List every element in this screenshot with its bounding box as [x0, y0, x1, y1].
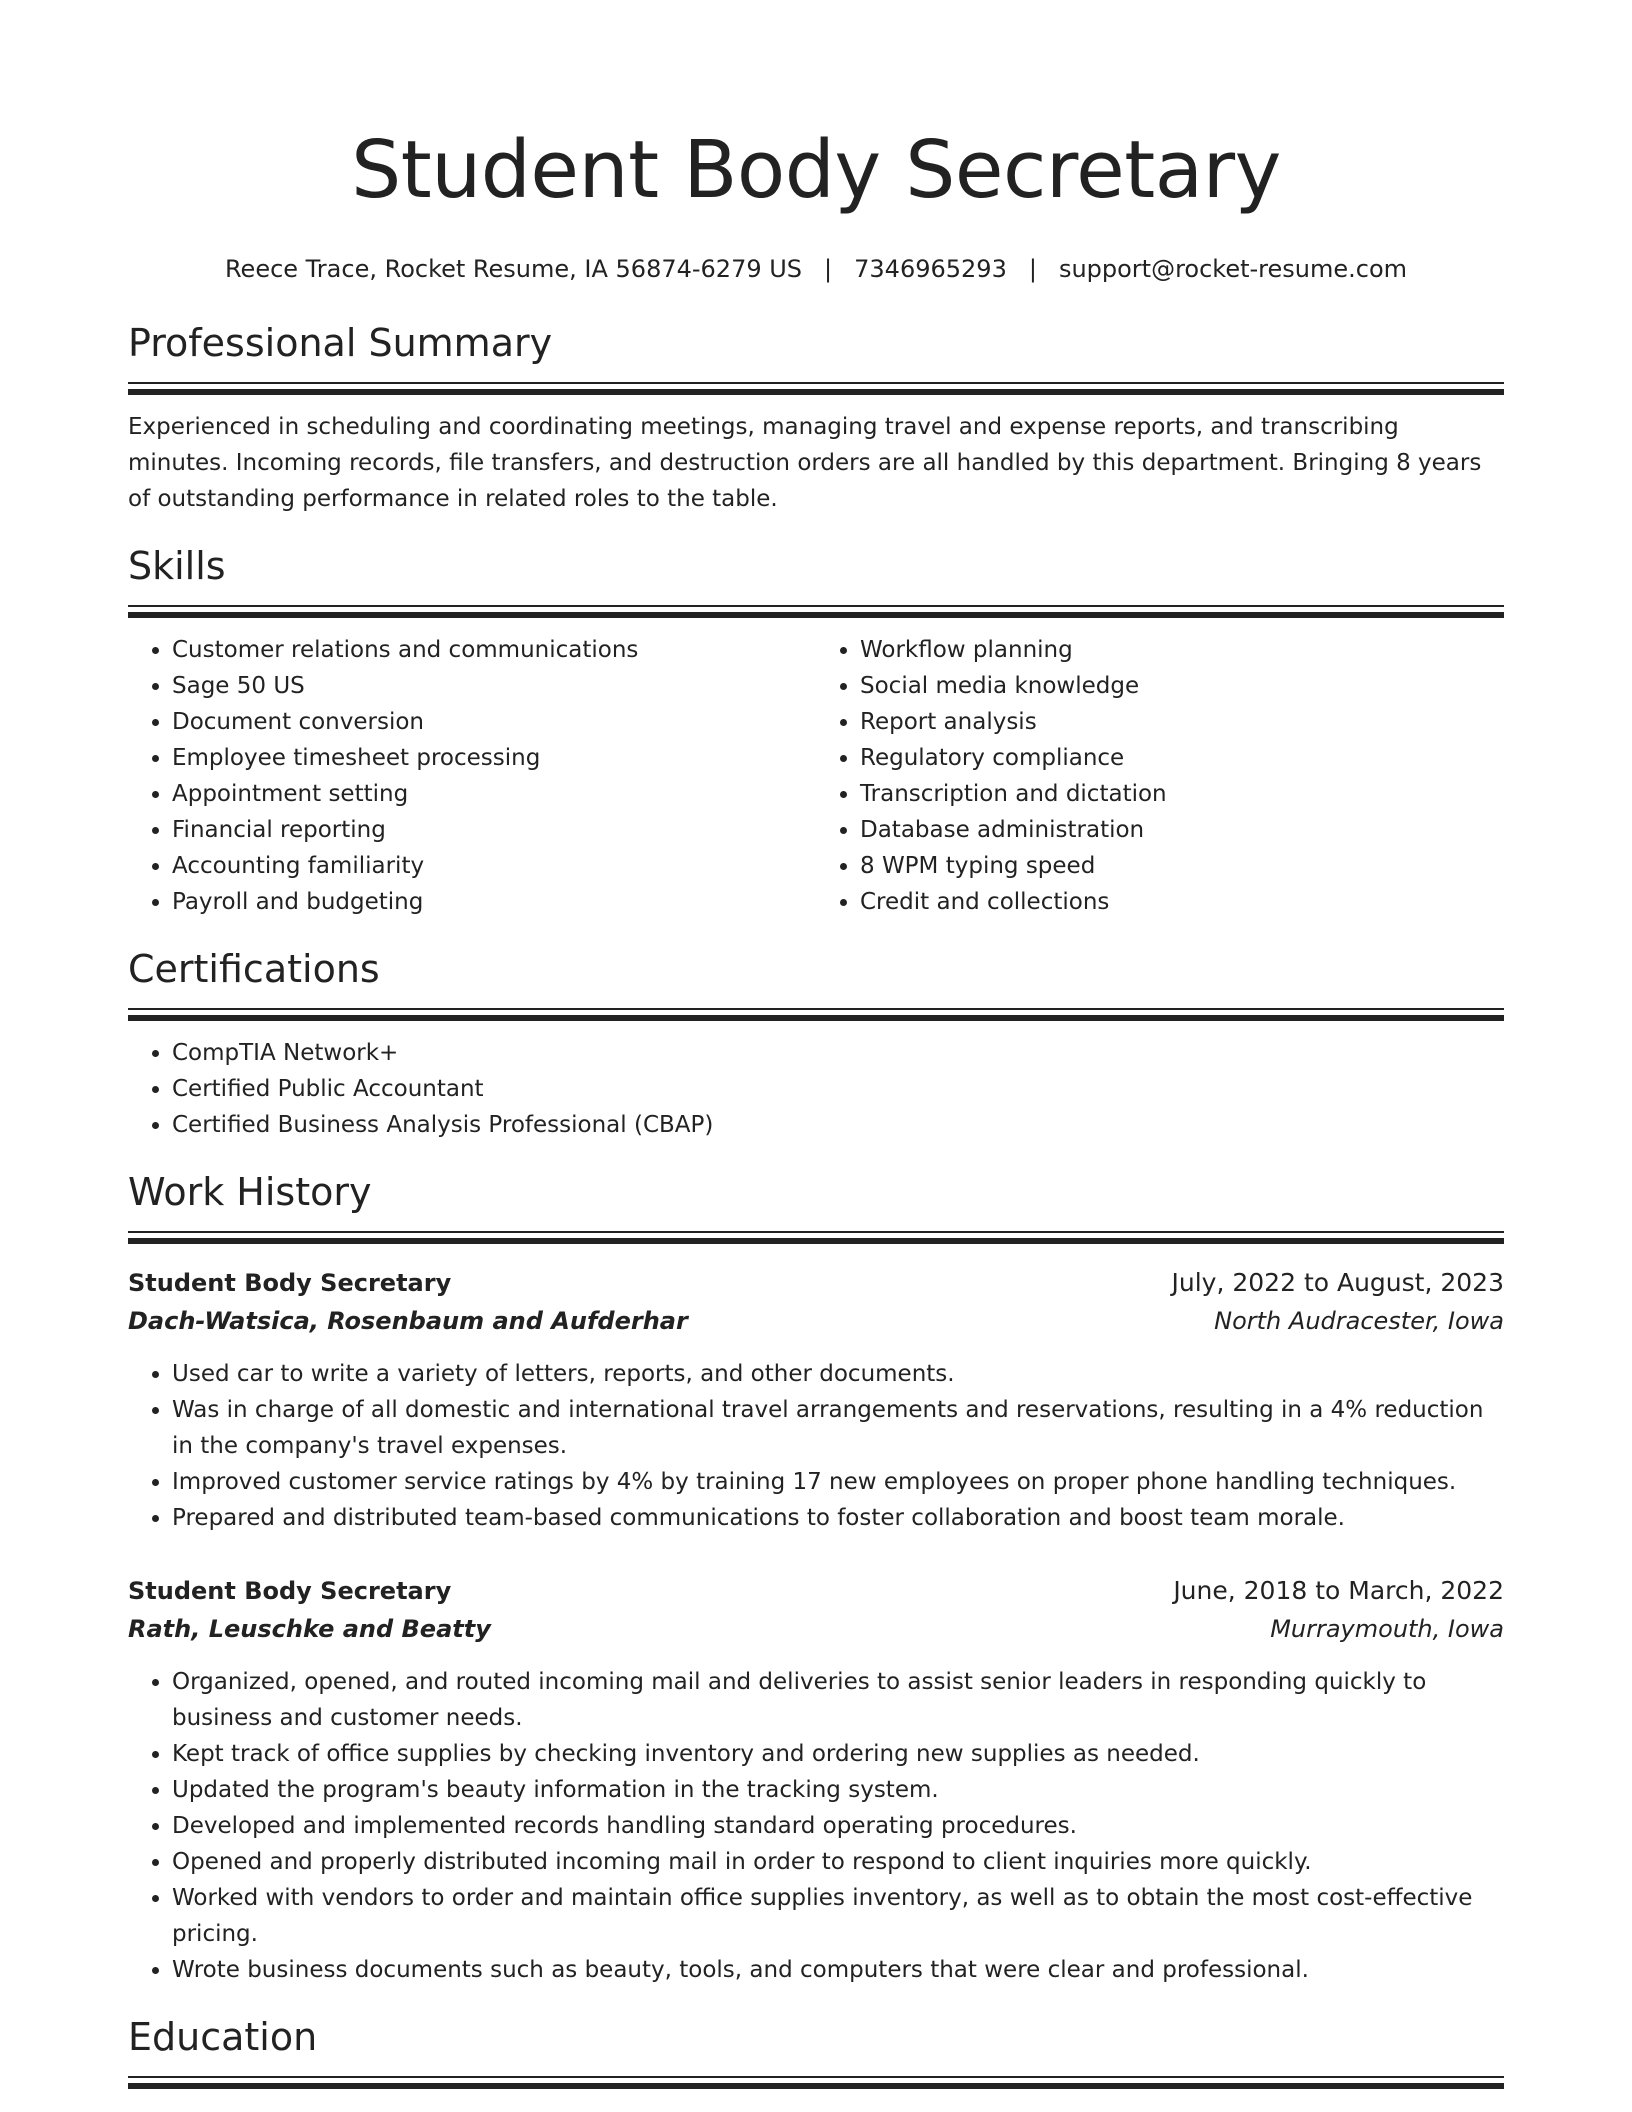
summary-text: Experienced in scheduling and coordinating meetings, managing travel and expense reports, and transcribing minutes. Incoming records, file transfers, and destruction orders are all handled by this department. Bringing 8 years of outstanding performance in related roles to the table.	[128, 414, 1482, 512]
job-company-row	[128, 1302, 1504, 1340]
summary-section-header	[128, 318, 1504, 395]
job-bullets	[128, 1356, 1504, 1536]
skills-list-right	[816, 632, 1504, 920]
section-heading: Certifications	[128, 947, 380, 991]
contact-phone: 7346965293	[854, 255, 1007, 283]
skill-item: • Regulatory compliance	[860, 740, 1504, 776]
skill-item: • Document conversion	[172, 704, 816, 740]
job-bullet: • Developed and implemented records handling standard operating procedures.	[172, 1808, 1504, 1844]
job-bullet: • Improved customer service ratings by 4% by training 17 new employees on proper phone handling techniques.	[172, 1464, 1504, 1500]
certifications-list	[128, 1035, 1504, 1143]
job-dates: July, 2022 to August, 2023	[1171, 1268, 1504, 1297]
contact-separator: |	[824, 255, 833, 283]
skill-item: • Workflow planning	[860, 632, 1504, 668]
skill-item: • Accounting familiarity	[172, 848, 816, 884]
job-header-row	[128, 1572, 1504, 1610]
skills-section-header	[128, 541, 1504, 618]
skills-grid	[128, 618, 1504, 920]
job-title: Student Body Secretary	[128, 1577, 452, 1605]
certification-item: • CompTIA Network+	[172, 1035, 1504, 1071]
section-heading: Education	[128, 2015, 318, 2059]
skill-item: • Transcription and dictation	[860, 776, 1504, 812]
certification-item: • Certified Business Analysis Professional (CBAP)	[172, 1107, 1504, 1143]
certifications-section-header	[128, 944, 1504, 1021]
job-location: Murraymouth, Iowa	[1270, 1615, 1504, 1643]
job-bullet: • Was in charge of all domestic and international travel arrangements and reservations, resulting in a 4% reduction in the company's travel expenses.	[172, 1392, 1504, 1464]
skill-item: • Database administration	[860, 812, 1504, 848]
skill-item: • Social media knowledge	[860, 668, 1504, 704]
skill-item: • Payroll and budgeting	[172, 884, 816, 920]
contact-address: Reece Trace, Rocket Resume, IA 56874-6279 US	[224, 255, 803, 283]
skill-item: • Customer relations and communications	[172, 632, 816, 668]
education-section-header	[128, 2012, 1504, 2089]
work-history-list	[128, 1264, 1504, 1988]
job-bullet: • Organized, opened, and routed incoming mail and deliveries to assist senior leaders in responding quickly to business and customer needs.	[172, 1664, 1504, 1736]
skill-item: • Employee timesheet processing	[172, 740, 816, 776]
section-heading: Work History	[128, 1170, 372, 1214]
job-company: Rath, Leuschke and Beatty	[128, 1615, 491, 1643]
section-divider	[128, 2076, 1504, 2089]
job-bullet: • Used car to write a variety of letters, reports, and other documents.	[172, 1356, 1504, 1392]
skill-item: • Credit and collections	[860, 884, 1504, 920]
job-bullet: • Opened and properly distributed incoming mail in order to respond to client inquiries more quickly.	[172, 1844, 1504, 1880]
skill-item: • 8 WPM typing speed	[860, 848, 1504, 884]
certification-item: • Certified Public Accountant	[172, 1071, 1504, 1107]
resume-title: Student Body Secretary	[351, 124, 1281, 216]
job-header-row	[128, 1264, 1504, 1302]
section-divider	[128, 1008, 1504, 1021]
skill-item: • Financial reporting	[172, 812, 816, 848]
skill-item: • Report analysis	[860, 704, 1504, 740]
section-heading: Professional Summary	[128, 321, 553, 365]
work-section-header	[128, 1167, 1504, 1244]
job-company-row	[128, 1610, 1504, 1648]
job-company: Dach-Watsica, Rosenbaum and Aufderhar	[128, 1307, 688, 1335]
job-title: Student Body Secretary	[128, 1269, 452, 1297]
skill-item: • Appointment setting	[172, 776, 816, 812]
contact-separator: |	[1028, 255, 1037, 283]
section-divider	[128, 1231, 1504, 1244]
section-divider	[128, 605, 1504, 618]
job-bullets	[128, 1664, 1504, 1988]
job-entry	[128, 1572, 1504, 1988]
job-bullet: • Wrote business documents such as beauty, tools, and computers that were clear and professional.	[172, 1952, 1504, 1988]
contact-line	[128, 252, 1504, 286]
job-dates: June, 2018 to March, 2022	[1173, 1576, 1504, 1605]
section-divider	[128, 382, 1504, 395]
job-bullet: • Prepared and distributed team-based communications to foster collaboration and boost team morale.	[172, 1500, 1504, 1536]
job-bullet: • Worked with vendors to order and maintain office supplies inventory, as well as to obtain the most cost-effective pricing.	[172, 1880, 1504, 1952]
skill-item: • Sage 50 US	[172, 668, 816, 704]
job-entry	[128, 1264, 1504, 1536]
section-heading: Skills	[128, 544, 226, 588]
job-bullet: • Updated the program's beauty information in the tracking system.	[172, 1772, 1504, 1808]
skills-list-left	[128, 632, 816, 920]
job-bullet: • Kept track of office supplies by checking inventory and ordering new supplies as needed.	[172, 1736, 1504, 1772]
contact-email: support@rocket-resume.com	[1058, 255, 1408, 283]
job-location: North Audracester, Iowa	[1214, 1307, 1504, 1335]
